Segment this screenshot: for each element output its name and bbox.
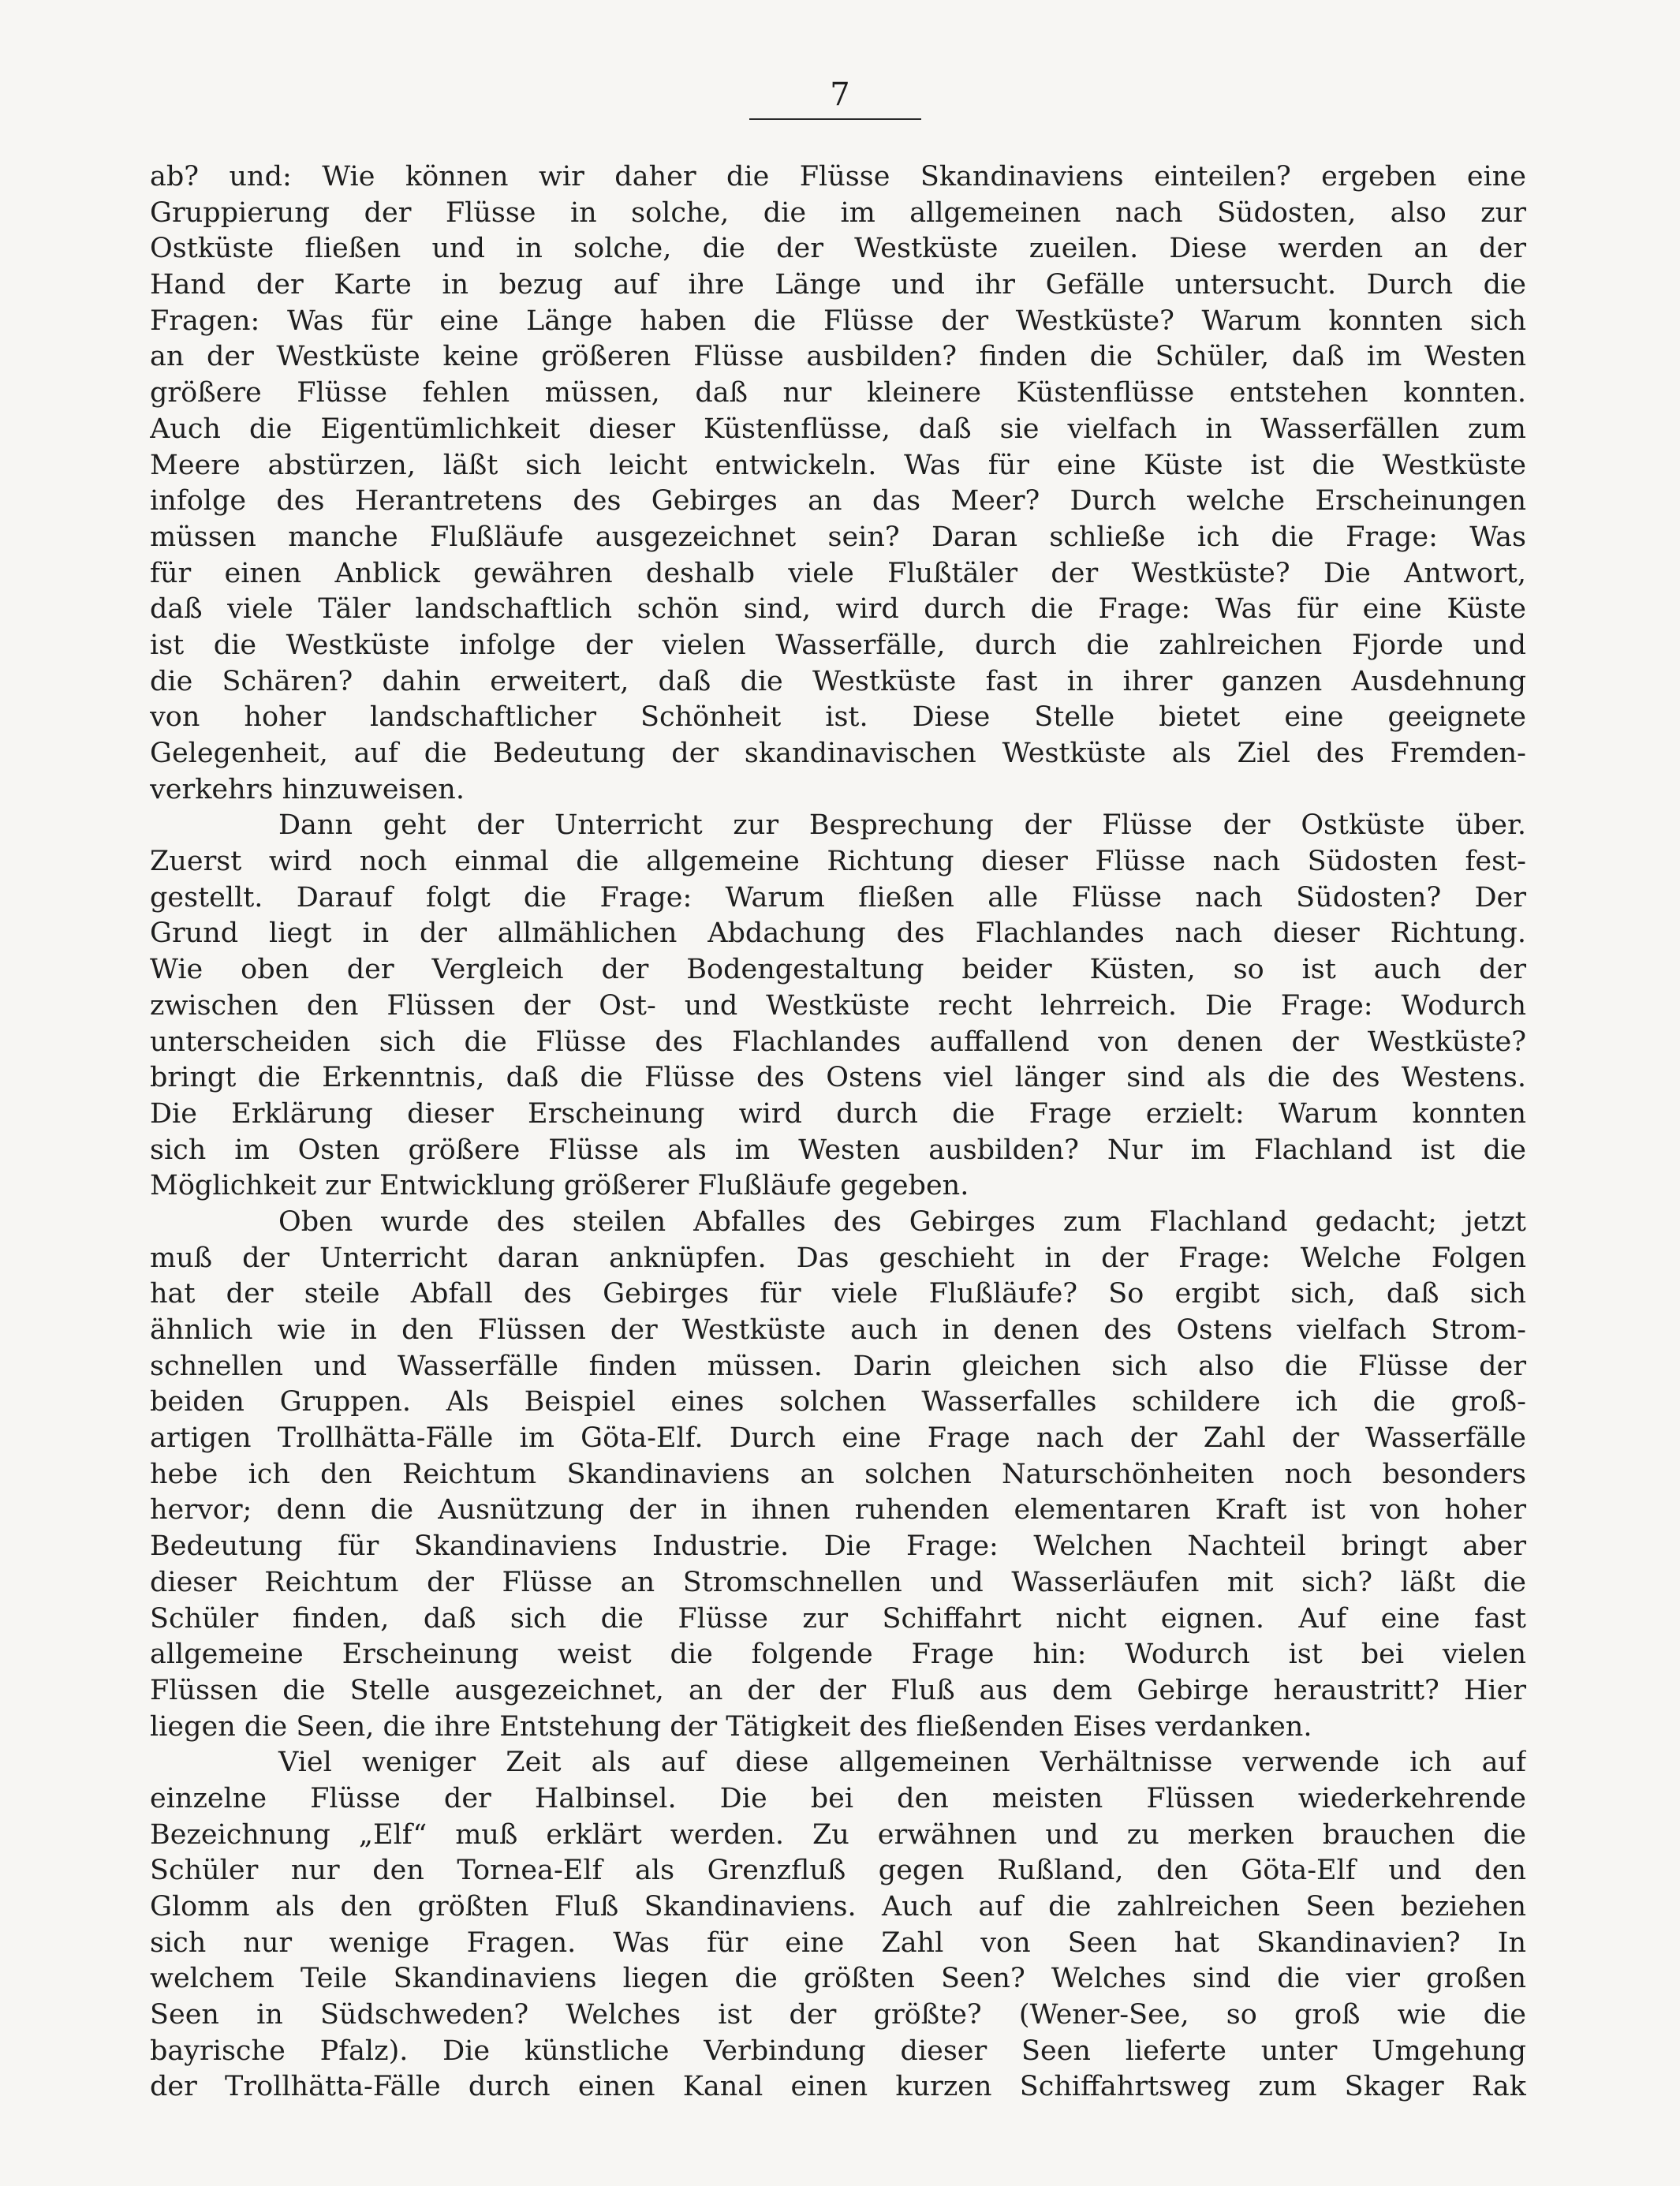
text-line: gestellt. Darauf folgt die Frage: Warum fließen alle Flüsse nach Südosten? Der — [150, 881, 1526, 914]
text-line: Grund liegt in der allmählichen Abdachung des Flachlandes nach dieser Richtung. — [150, 917, 1526, 950]
text-line: liegen die Seen, die ihre Entstehung der Tätigkeit des fließenden Eises verdanken. — [150, 1710, 1312, 1743]
text-line: daß viele Täler landschaftlich schön sind, wird durch die Frage: Was für eine Küste — [150, 593, 1526, 626]
text-line: Gelegenheit, auf die Bedeutung der skandinavischen Westküste als Ziel des Fremden- — [150, 738, 1526, 769]
page-number: 7 — [830, 77, 850, 113]
text-line: Bezeichnung „Elf“ muß erklärt werden. Zu erwähnen und zu merken brauchen die — [150, 1818, 1526, 1851]
text-line: hat der steile Abfall des Gebirges für viele Flußläufe? So ergibt sich, daß sich — [150, 1278, 1526, 1310]
text-line: Meere abstürzen, läßt sich leicht entwickeln. Was für eine Küste ist die Westküste — [150, 449, 1526, 481]
text-line: Hand der Karte in bezug auf ihre Länge und ihr Gefälle untersucht. Durch die — [150, 269, 1526, 301]
text-line: Dann geht der Unterricht zur Besprechung der Flüsse der Ostküste über. — [278, 809, 1526, 842]
text-line: beiden Gruppen. Als Beispiel eines solchen Wasserfalles schildere ich die groß- — [150, 1386, 1526, 1418]
text-line: Bedeutung für Skandinaviens Industrie. Die Frage: Welchen Nachteil bringt aber — [150, 1530, 1526, 1563]
text-line: infolge des Herantretens des Gebirges an das Meer? Durch welche Erscheinungen — [150, 485, 1526, 518]
text-line: muß der Unterricht daran anknüpfen. Das geschieht in der Frage: Welche Folgen — [150, 1242, 1526, 1274]
page-number-rule — [749, 118, 921, 120]
text-line: Glomm als den größten Fluß Skandinaviens. Auch auf die zahlreichen Seen beziehen — [150, 1891, 1526, 1923]
text-line: müssen manche Flußläufe ausgezeichnet sein? Daran schließe ich die Frage: Was — [150, 521, 1526, 553]
text-line: Flüssen die Stelle ausgezeichnet, an der der Fluß aus dem Gebirge heraustritt? Hier — [150, 1674, 1526, 1706]
text-line: Wie oben der Vergleich der Bodengestaltung beider Küsten, so ist auch der — [150, 954, 1526, 986]
text-line: Möglichkeit zur Entwicklung größerer Flußläufe gegeben. — [150, 1170, 969, 1202]
text-line: für einen Anblick gewähren deshalb viele Flußtäler der Westküste? Die Antwort, — [150, 557, 1526, 589]
text-line: sich im Osten größere Flüsse als im Westen ausbilden? Nur im Flachland ist die — [150, 1134, 1526, 1166]
text-line: artigen Trollhätta-Fälle im Göta-Elf. Durch eine Frage nach der Zahl der Wasserfälle — [150, 1422, 1526, 1455]
text-line: schnellen und Wasserfälle finden müssen. Darin gleichen sich also die Flüsse der — [150, 1350, 1526, 1382]
text-line: größere Flüsse fehlen müssen, daß nur kleinere Küstenflüsse entstehen konnten. — [150, 377, 1526, 409]
text-line: allgemeine Erscheinung weist die folgende Frage hin: Wodurch ist bei vielen — [150, 1639, 1526, 1671]
text-line: von hoher landschaftlicher Schönheit ist. Diese Stelle bietet eine geeignete — [150, 701, 1526, 734]
text-line: ähnlich wie in den Flüssen der Westküste auch in denen des Ostens vielfach Strom- — [150, 1314, 1526, 1346]
text-line: Ostküste fließen und in solche, die der Westküste zueilen. Diese werden an der — [150, 233, 1526, 265]
text-line: bringt die Erkenntnis, daß die Flüsse des Ostens viel länger sind als die des Westens. — [150, 1062, 1526, 1094]
text-line: Schüler nur den Tornea-Elf als Grenzfluß gegen Rußland, den Göta-Elf und den — [150, 1855, 1526, 1887]
text-line: zwischen den Flüssen der Ost- und Westküste recht lehrreich. Die Frage: Wodurch — [150, 989, 1526, 1022]
body-text — [150, 159, 1526, 2106]
text-line: der Trollhätta-Fälle durch einen Kanal einen kurzen Schiffahrtsweg zum Skager Rak — [150, 2071, 1526, 2103]
text-line: Oben wurde des steilen Abfalles des Gebirges zum Flachland gedacht; jetzt — [278, 1205, 1526, 1238]
text-line: dieser Reichtum der Flüsse an Stromschnellen und Wasserläufen mit sich? läßt die — [150, 1566, 1526, 1598]
text-line: ist die Westküste infolge der vielen Wasserfälle, durch die zahlreichen Fjorde und — [150, 629, 1526, 661]
text-line: Schüler finden, daß sich die Flüsse zur Schiffahrt nicht eignen. Auf eine fast — [150, 1602, 1526, 1635]
text-line: Gruppierung der Flüsse in solche, die im allgemeinen nach Südosten, also zur — [150, 196, 1526, 229]
text-line: Seen in Südschweden? Welches ist der größte? (Wener-See, so groß wie die — [150, 1999, 1526, 2031]
text-line: Auch die Eigentümlichkeit dieser Küstenflüsse, daß sie vielfach in Wasserfällen zum — [150, 413, 1526, 445]
text-line: hebe ich den Reichtum Skandinaviens an solchen Naturschönheiten noch besonders — [150, 1458, 1526, 1490]
text-line: hervor; denn die Ausnützung der in ihnen ruhenden elementaren Kraft ist von hoher — [150, 1494, 1526, 1526]
text-line: Die Erklärung dieser Erscheinung wird durch die Frage erzielt: Warum konnten — [150, 1097, 1526, 1130]
text-line: welchem Teile Skandinaviens liegen die größten Seen? Welches sind die vier großen — [150, 1963, 1526, 1995]
text-line: an der Westküste keine größeren Flüsse ausbilden? finden die Schüler, daß im Westen — [150, 341, 1526, 373]
text-line: bayrische Pfalz). Die künstliche Verbindung dieser Seen lieferte unter Umgehung — [150, 2035, 1526, 2067]
text-line: ab? und: Wie können wir daher die Flüsse Skandinaviens einteilen? ergeben eine — [150, 161, 1526, 192]
text-line: sich nur wenige Fragen. Was für eine Zahl von Seen hat Skandinavien? In — [150, 1926, 1526, 1959]
text-line: verkehrs hinzuweisen. — [150, 773, 465, 805]
text-line: Viel weniger Zeit als auf diese allgemeinen Verhältnisse verwende ich auf — [278, 1747, 1526, 1779]
text-line: Fragen: Was für eine Länge haben die Flüsse der Westküste? Warum konnten sich — [150, 305, 1526, 337]
text-line: unterscheiden sich die Flüsse des Flachlandes auffallend von denen der Westküste? — [150, 1026, 1526, 1058]
text-line: die Schären? dahin erweitert, daß die Westküste fast in ihrer ganzen Ausdehnung — [150, 665, 1526, 697]
text-line: einzelne Flüsse der Halbinsel. Die bei den meisten Flüssen wiederkehrende — [150, 1782, 1526, 1814]
text-line: Zuerst wird noch einmal die allgemeine Richtung dieser Flüsse nach Südosten fest- — [150, 846, 1526, 878]
